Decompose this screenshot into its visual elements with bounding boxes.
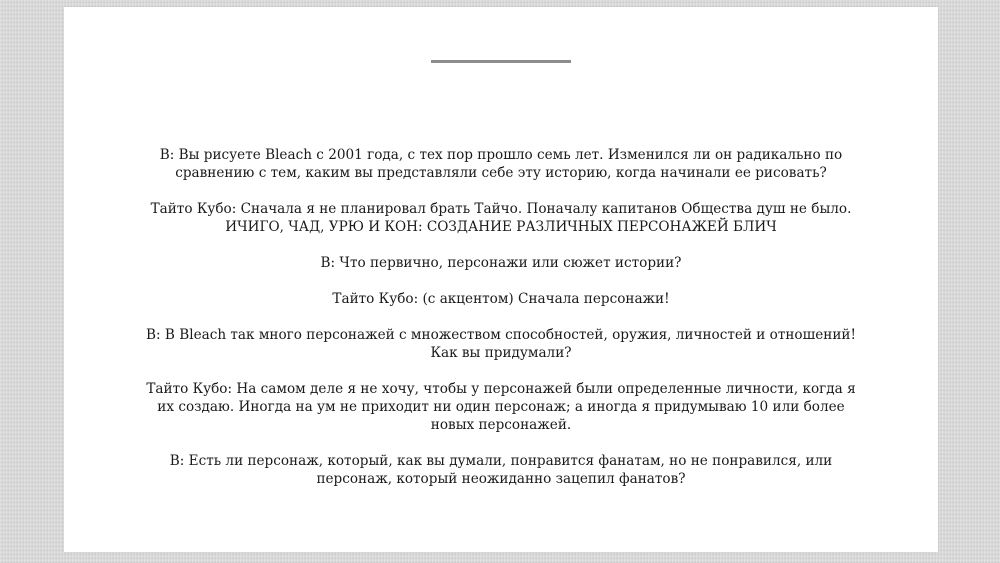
section-heading: ИЧИГО, ЧАД, УРЮ И КОН: СОЗДАНИЕ РАЗЛИЧНЫХ ПЕРСОНАЖЕЙ БЛИЧ (225, 219, 777, 235)
title-divider (431, 60, 571, 63)
answer-paragraph: Тайто Кубо: Сначала я не планировал брать Тайчо. Поначалу капитанов Общества душ не было. (150, 201, 852, 217)
answer-paragraph: Тайто Кубо: На самом деле я не хочу, чтобы у персонажей были определенные личности, когда я их создаю. Иногда на ум не приходит ни один персонаж; а иногда я придумываю 10 или более новых персонажей. (146, 381, 856, 433)
slide-text-body (144, 146, 858, 488)
question-paragraph: В: В Bleach так много персонажей с множеством способностей, оружия, личностей и отношений! Как вы придумали? (146, 327, 856, 361)
slide-page (64, 7, 938, 552)
question-paragraph: В: Вы рисуете Bleach с 2001 года, с тех пор прошло семь лет. Изменился ли он радикально по сравнению с тем, каким вы представляли себе эту историю, когда начинали ее рисовать? (159, 147, 843, 181)
question-paragraph: В: Есть ли персонаж, который, как вы думали, понравится фанатам, но не понравился, или персонаж, который неожиданно зацепил фанатов? (169, 453, 833, 487)
answer-paragraph: Тайто Кубо: (с акцентом) Сначала персонажи! (332, 291, 670, 307)
question-paragraph: В: Что первично, персонажи или сюжет истории? (320, 255, 682, 271)
